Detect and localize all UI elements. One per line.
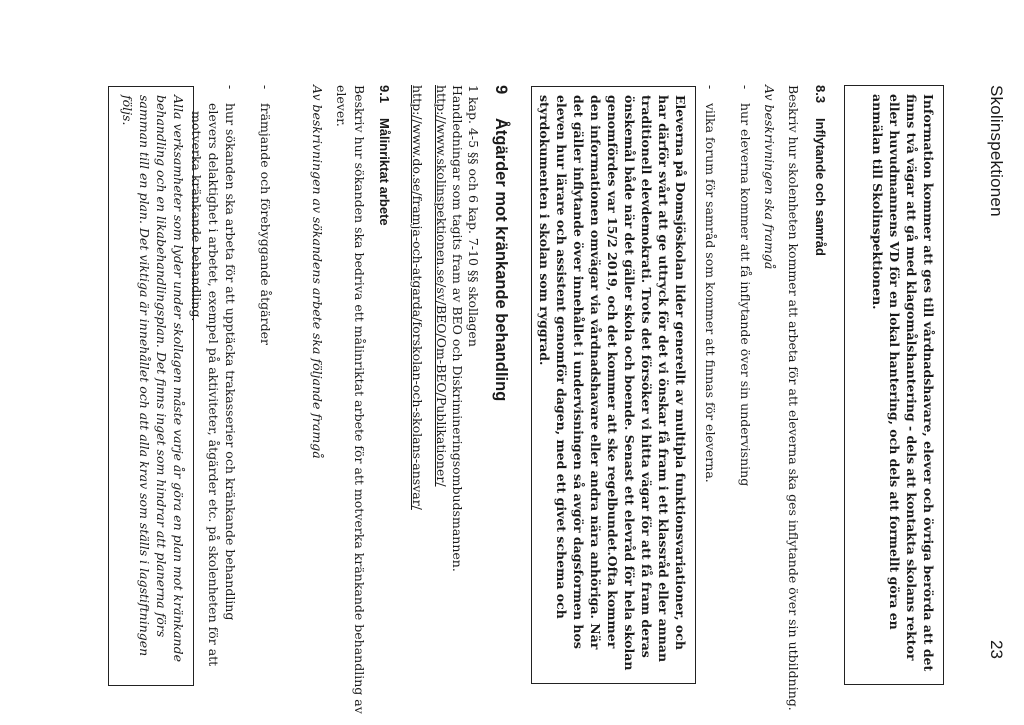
answer-box-8-3-text: Eleverna på Domsjöskolan lider generellt av multipla funktionsvariationer, och har därför svårt att ge uttryck för det vi önskar få fram i ett klassråd eller annan traditionell elevdemokrati. Trots det försöker vi hitta vägar för att få fram deras önskemål både när det gäller skola och boende. Senast ett elevråd för hela skolan genomfördes var 15/2 2019, och det kommer att ske regelbundet.Ofta kommer den informationen omvägar via vårdnadshavare eller andra nära anhöriga. När det gäller inflytande över innehållet i undervisningen så avgör dagsformen hos eleven hur lärare och assistent genomför dagen, med ett givet schema och styrdokumenten i skolan som ryggrad. bbox=[537, 95, 688, 671]
bullet-line: hur sökanden ska arbeta för att upptäcka trakasserier och kränkande behandling bbox=[223, 103, 238, 621]
bullet-mark: - bbox=[258, 85, 273, 90]
section-9-law-line: 1 kap. 4-5 §§ och 6 kap. 7-10 §§ skollagen bbox=[466, 85, 481, 347]
bullet-text: hur eleverna kommer att få inflytande över sin undervisning bbox=[738, 103, 753, 487]
bullet-text: vilka forum för samråd som kommer att finnas för eleverna. bbox=[703, 103, 718, 483]
bullet-text: främjande och förebyggande åtgärder bbox=[258, 103, 273, 345]
section-9-1-bullet-1 bbox=[257, 85, 274, 703]
note-box bbox=[108, 86, 194, 686]
section-9-number: 9 bbox=[492, 85, 510, 95]
bullet-line: motverka kränkande behandling. bbox=[189, 111, 204, 322]
section-8-3-bullet-2 bbox=[702, 85, 719, 703]
info-box bbox=[844, 85, 944, 685]
bullet-mark: - bbox=[738, 85, 753, 90]
section-8-3-lead: Av beskrivningen ska framgå bbox=[762, 85, 777, 270]
header-organisation: Skolinspektionen bbox=[987, 85, 1006, 217]
section-9-1-intro-line-1: Beskriv hur sökanden ska bedriva ett målinriktat arbete för att motverka kränkande behandling av bbox=[352, 85, 367, 714]
page-number: 23 bbox=[987, 640, 1006, 659]
bullet-mark: - bbox=[223, 85, 238, 90]
section-8-3-bullet-1 bbox=[737, 85, 754, 703]
section-9-1-number: 9.1 bbox=[377, 85, 392, 104]
section-9-1-title: Målinriktat arbete bbox=[377, 118, 392, 226]
link-do-forskolan[interactable]: http://www.do.se/framja-och-atgarda/forskolan-och-skolans-ansvar/ bbox=[410, 85, 425, 510]
section-9-1-lead: Av beskrivningen av sökandens arbete ska följande framgå bbox=[310, 85, 325, 459]
bullet-line: elevers delaktighet i arbetet, exempel på aktiviteter, åtgärder etc. på skolenheten för att bbox=[206, 103, 221, 667]
note-box-text: Alla verksamheter som lyder under skollagen måste varje år göra en plan mot kränkande behandling och en likabehandlingsplan. Det finns inget som hindrar att planerna förs samman till en plan. Det viktiga är innehållet och att alla krav som ställs i lagstiftningen följs. bbox=[120, 95, 186, 662]
bullet-mark: - bbox=[703, 85, 718, 90]
section-9-1-bullet-2 bbox=[188, 85, 239, 723]
section-9-title: Åtgärder mot kränkande behandling bbox=[492, 118, 510, 402]
section-9-1-intro-line-2: elever. bbox=[334, 85, 349, 127]
section-8-3-title: Inflytande och samråd bbox=[813, 118, 828, 256]
info-box-text: Information kommer att ges till vårdnadshavare, elever och övriga berörda att det finns två vägar att gå med klagomålshantering - dels att kontakta skolans rektor eller huvudmannens VD för en lokal hantering, och dels att formellt göra en anmälan till Skolinspektionen. bbox=[870, 94, 936, 672]
answer-box-8-3 bbox=[531, 86, 696, 684]
section-8-3-intro: Beskriv hur skolenheten kommer att arbeta för att eleverna ska ges inflytande över sin utbildning. bbox=[786, 85, 801, 711]
section-8-3-number: 8.3 bbox=[813, 85, 828, 104]
link-skolinspektionen-beo[interactable]: http://www.skolinspektionen.se/sv/BEO/Om-BEO/Publikationer/ bbox=[434, 85, 449, 487]
section-9-guidance-line: Handledningar som tagits fram av BEO och Diskrimineringsombudsmannen. bbox=[450, 85, 465, 572]
